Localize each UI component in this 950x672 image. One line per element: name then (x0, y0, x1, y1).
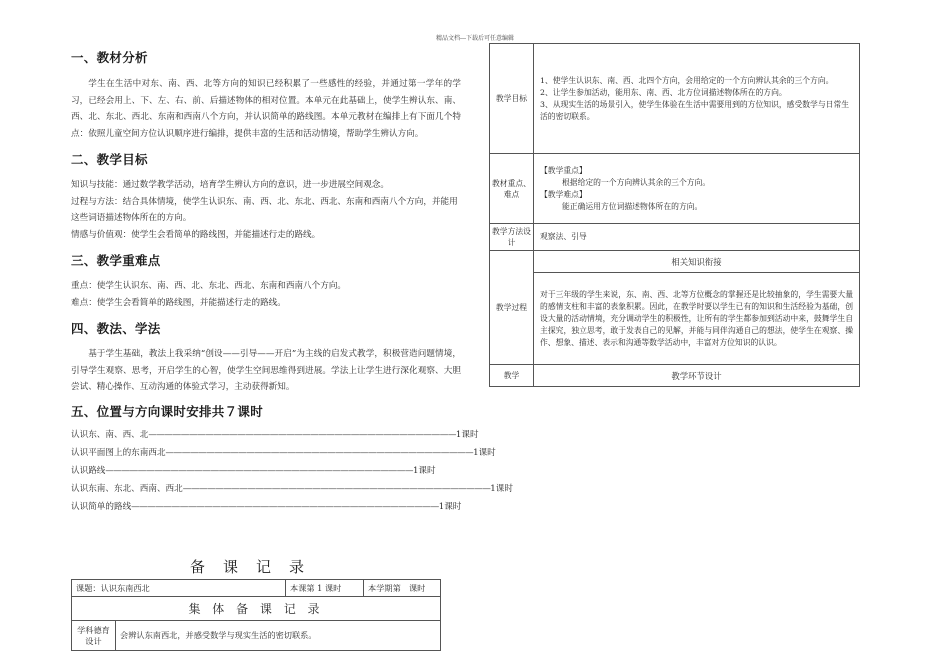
goal-item: 1、使学生认识东、南、西、北四个方向，会用给定的一个方向辨认其余的三个方向。 (540, 75, 834, 85)
method-text: 观察法、引导 (534, 224, 860, 251)
method-label: 教学方法设计 (490, 224, 534, 251)
schedule-item: 认识东、南、西、北 —————————————————————————————————————— 1课时 (71, 429, 479, 440)
methods-paragraph: 基于学生基础，教法上我采纳“创设——引导——开启”为主线的启发式教学，积极营造问题情境，引导学生观察、思考，开启学生的心智，使学生空间思维得到进展。学法上让学生进行深化观察、大胆尝试、精心操作、互动沟通的体验式学习，主动获得新知。 (71, 349, 461, 392)
key-label: 教材重点、难点 (490, 154, 534, 224)
key-content (534, 154, 860, 224)
section-title-methods: 四、教法、学法 (71, 321, 161, 336)
goal-emotion: 情感与价值观：使学生会看简单的路线图，并能描述行走的路线。 (71, 229, 321, 240)
group-title: 集 体 备 课 记 录 (72, 597, 441, 621)
this-lesson-cell: 本课第 1 课时 (286, 580, 364, 597)
last-label: 教学 (490, 365, 534, 387)
record-title: 备课记录 (189, 558, 322, 576)
goal-label: 教学目标 (490, 44, 534, 154)
record-group-table (71, 596, 441, 651)
related-title: 相关知识衔接 (534, 251, 860, 273)
lesson-plan-table (489, 43, 860, 387)
goal-item: 2、让学生参加活动，能用东、南、西、北方位词描述物体所在的方向。 (540, 87, 787, 97)
step-design-title: 教学环节设计 (534, 365, 860, 387)
record-topic-table (71, 579, 441, 597)
difficult-point: 难点：使学生会看简单的路线图，并能描述行走的路线。 (71, 297, 286, 308)
section-title-goals: 二、教学目标 (71, 152, 148, 167)
schedule-item: 认识东南、东北、西南、西北 —————————————————————————————————————— 1课时 (71, 483, 513, 494)
semester-cell: 本学期第 课时 (364, 580, 441, 597)
key-heading: 【教学重点】 (540, 165, 587, 175)
key-text: 根据给定的一个方向辨认其余的三个方向。 (562, 177, 711, 187)
moral-text: 会辨认东南西北，并感受数学与现实生活的密切联系。 (116, 621, 441, 651)
topic-cell: 课题：认识东南西北 (72, 580, 286, 597)
header-note: 精品文档---下载后可任意编辑 (435, 35, 515, 42)
goal-process: 过程与方法：结合具体情境，使学生认识东、南、西、北、东北、西北、东南和西南八个方向，并能用这些词语描述物体所在的方向。 (71, 196, 458, 223)
process-text: 对于三年级的学生来说，东、南、西、北等方位概念的掌握还是比较抽象的，学生需要大量的感情支柱和丰富的表象积累。因此，在教学时要以学生已有的知识和生活经验为基础，创设大量的活动情境，充分调动学生的积极性，让所有的学生都参加到活动中来，鼓舞学生自主探究，独立思考，敢于发表自己的见解，并能与同伴沟通自己的想法，使学生在观察、操作、想象、描述、表示和沟通等数学活动中，丰富对方位知识的认识。 (534, 273, 860, 365)
schedule-item: 认识平面图上的东南西北 —————————————————————————————————————— 1课时 (71, 447, 496, 458)
goal-content (534, 44, 860, 154)
goal-item: 3、从现实生活的场景引入，使学生体验在生活中需要用到的方位知识，感受数学与日常生活的密切联系。 (540, 99, 850, 121)
section-title-key-points: 三、教学重难点 (71, 253, 161, 268)
section-title-analysis: 一、教材分析 (71, 50, 148, 65)
section-title-schedule: 五、位置与方向课时安排共７课时 (71, 403, 264, 419)
schedule-item: 认识路线 —————————————————————————————————————— 1课时 (71, 465, 436, 476)
difficulty-heading: 【教学难点】 (540, 189, 587, 199)
process-label: 教学过程 (490, 251, 534, 365)
difficulty-text: 能正确运用方位词描述物体所在的方向。 (562, 201, 703, 211)
schedule-list (71, 426, 513, 516)
key-point: 重点：使学生认识东、南、西、北、东北、西北、东南和西南八个方向。 (71, 281, 347, 291)
analysis-paragraph: 学生在生活中对东、南、西、北等方向的知识已经积累了一些感性的经验，并通过第一学年的学习，已经会用上、下、左、右、前、后描述物体的相对位置。本单元在此基础上，使学生辨认东、南、西、北、东北、西北、东南和西南八个方向，并认识简单的路线图。本单元教材在编排上有下面几个特点：依照儿童空间方位认识顺序进行编排，提供丰富的生活和活动情境，帮助学生辨认方向。 (71, 79, 461, 139)
goal-knowledge: 知识与技能：通过数学教学活动，培育学生辨认方向的意识，进一步进展空间观念。 (71, 180, 389, 190)
schedule-item: 认识简单的路线 —————————————————————————————————————— 1课时 (71, 501, 462, 512)
moral-label: 学科德育设计 (72, 621, 116, 651)
